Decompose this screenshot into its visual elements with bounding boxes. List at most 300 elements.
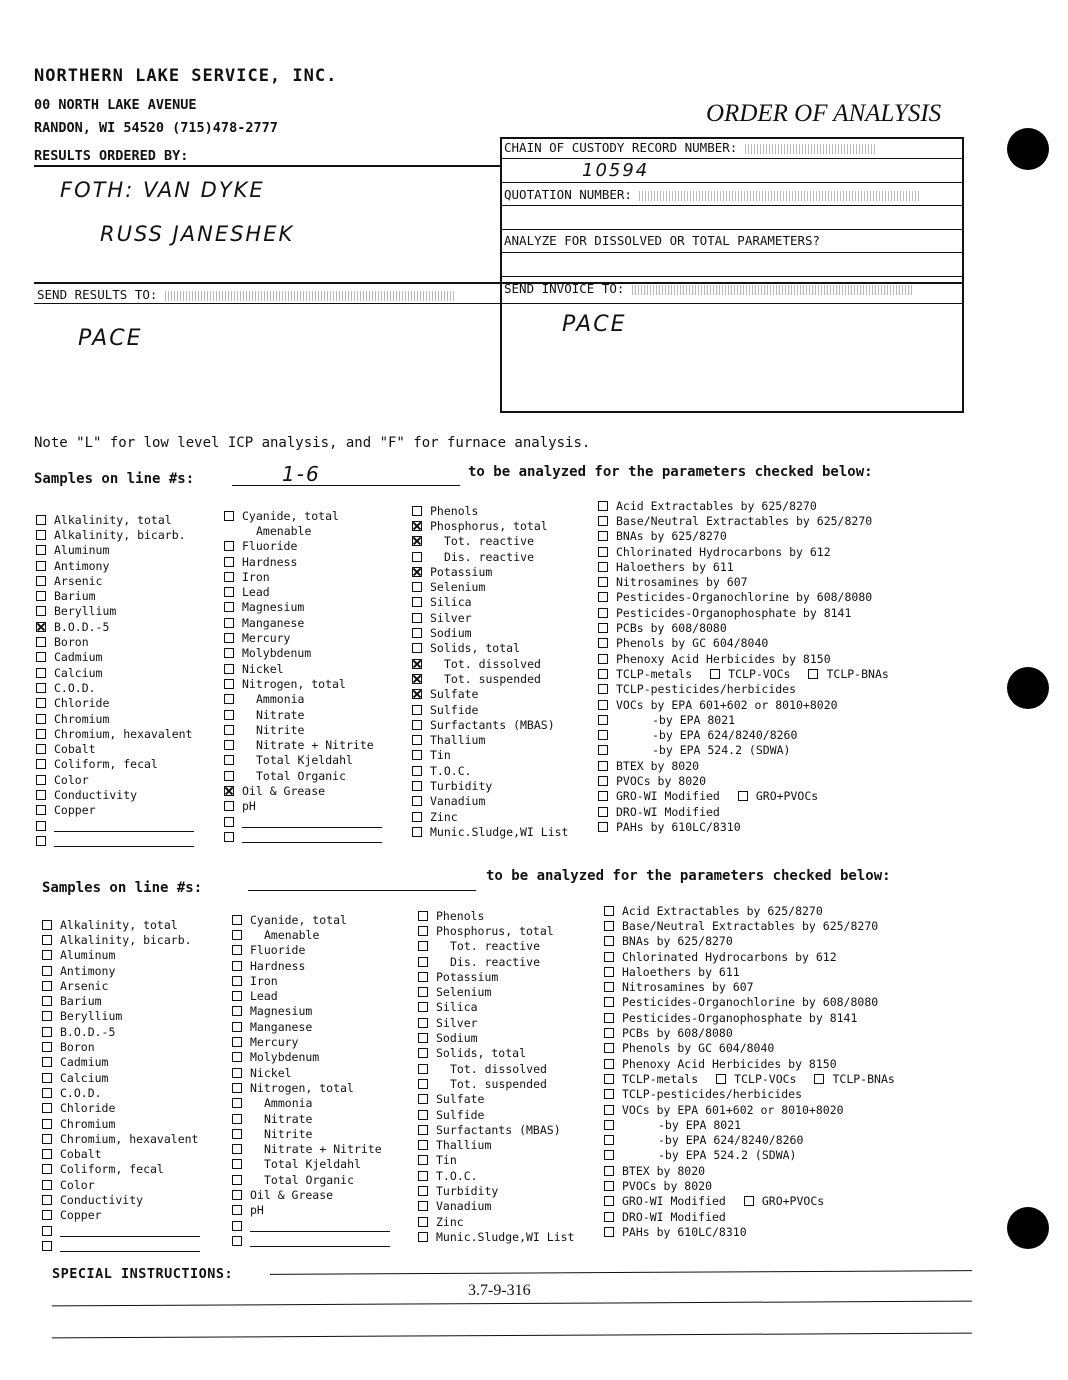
send-invoice-value[interactable]: PACE [562,312,627,337]
checkbox-item-tclp-pesticides-herbicides[interactable] [598,682,889,697]
checkbox-item-zinc[interactable] [412,809,568,824]
blank-write-in-line[interactable] [242,831,382,843]
checkbox-icon[interactable] [232,1068,242,1078]
checked-box-icon[interactable] [412,536,422,546]
checkbox-icon[interactable] [604,997,614,1007]
checkbox-icon[interactable] [418,1232,428,1242]
checkbox-icon[interactable] [598,776,608,786]
checkbox-icon[interactable] [738,791,748,801]
checkbox-icon[interactable] [232,1129,242,1139]
checkbox-icon[interactable] [598,807,608,817]
checkbox-item-chromium-hexavalent[interactable] [36,726,194,741]
checkbox-item-magnesium[interactable] [232,1004,390,1019]
blank-checkbox-item[interactable] [36,818,194,833]
checkbox-item-dro-wi-modified[interactable] [604,1209,895,1224]
checkbox-item-turbidity[interactable] [412,778,568,793]
checkbox-icon[interactable] [224,511,234,521]
checkbox-item-nitrate[interactable] [224,707,382,722]
checkbox-icon[interactable] [412,628,422,638]
checkbox-icon[interactable] [42,1042,52,1052]
checkbox-item-cyanide-total[interactable] [232,912,390,927]
checkbox-icon[interactable] [224,832,234,842]
checkbox-item-gro-pvocs[interactable] [738,789,818,803]
checkbox-item-sulfide[interactable] [418,1107,574,1122]
checkbox-icon[interactable] [418,1048,428,1058]
checkbox-item-tot-dissolved[interactable] [418,1061,574,1076]
checkbox-item-nitrite[interactable] [232,1126,390,1141]
checkbox-icon[interactable] [598,700,608,710]
checkbox-item-tin[interactable] [412,748,568,763]
checkbox-item-by-epa-8021[interactable] [598,712,889,727]
checkbox-item-bnas-by-625-8270[interactable] [598,529,889,544]
checkbox-item-iron[interactable] [224,569,382,584]
checkbox-icon[interactable] [232,1022,242,1032]
checkbox-icon[interactable] [232,1006,242,1016]
checkbox-icon[interactable] [412,506,422,516]
checkbox-icon[interactable] [604,1074,614,1084]
checkbox-item-by-epa-524-2-sdwa[interactable] [598,743,889,758]
checkbox-icon[interactable] [36,576,46,586]
checkbox-icon[interactable] [36,729,46,739]
checkbox-icon[interactable] [418,926,428,936]
checkbox-item-color[interactable] [42,1177,200,1192]
checkbox-icon[interactable] [224,618,234,628]
checkbox-item-total-organic[interactable] [232,1172,390,1187]
checkbox-item-tclp-bnas[interactable] [814,1072,894,1086]
checkbox-icon[interactable] [598,623,608,633]
checkbox-icon[interactable] [418,1155,428,1165]
checkbox-item-manganese[interactable] [232,1019,390,1034]
checked-box-icon[interactable] [412,567,422,577]
checkbox-item-phenols[interactable] [418,908,574,923]
checkbox-icon[interactable] [598,745,608,755]
checkbox-item-potassium[interactable] [412,564,568,579]
checkbox-item-tot-reactive[interactable] [412,534,568,549]
checkbox-item-phosphorus-total[interactable] [418,923,574,938]
checkbox-item-fluoride[interactable] [224,539,382,554]
blank-write-in-line[interactable] [250,1235,390,1247]
checkbox-icon[interactable] [232,945,242,955]
checkbox-item-silica[interactable] [412,595,568,610]
checkbox-icon[interactable] [604,967,614,977]
checkbox-item-chromium[interactable] [42,1116,200,1131]
checkbox-icon[interactable] [224,710,234,720]
blank-checkbox-item[interactable] [232,1218,390,1233]
checkbox-icon[interactable] [418,1110,428,1120]
checkbox-icon[interactable] [604,1089,614,1099]
checkbox-icon[interactable] [232,1175,242,1185]
checkbox-item-oil-grease[interactable] [232,1187,390,1202]
checkbox-item-c-o-d[interactable] [36,680,194,695]
checkbox-item-lead[interactable] [224,584,382,599]
checkbox-item-cyanide-total[interactable] [224,508,382,523]
checkbox-item-total-kjeldahl[interactable] [232,1157,390,1172]
checkbox-item-tclp-metals[interactable] [598,666,889,681]
checkbox-icon[interactable] [604,1120,614,1130]
checkbox-icon[interactable] [604,1013,614,1023]
checkbox-icon[interactable] [36,836,46,846]
checkbox-item-thallium[interactable] [418,1137,574,1152]
checkbox-icon[interactable] [224,526,234,536]
checkbox-item-chlorinated-hydrocarbons-by-612[interactable] [604,949,895,964]
checkbox-item-pvocs-by-8020[interactable] [604,1178,895,1193]
checkbox-icon[interactable] [232,991,242,1001]
checkbox-icon[interactable] [232,1159,242,1169]
checkbox-icon[interactable] [224,755,234,765]
checkbox-icon[interactable] [412,552,422,562]
checkbox-item-bnas-by-625-8270[interactable] [604,934,895,949]
checkbox-item-silver[interactable] [412,610,568,625]
checkbox-item-antimony[interactable] [42,963,200,978]
checkbox-item-phenols[interactable] [412,503,568,518]
checkbox-item-vanadium[interactable] [418,1199,574,1214]
checkbox-icon[interactable] [42,1027,52,1037]
checkbox-item-pcbs-by-608-8080[interactable] [598,620,889,635]
checkbox-icon[interactable] [418,1079,428,1089]
checkbox-icon[interactable] [604,1059,614,1069]
checkbox-item-phenols-by-gc-604-8040[interactable] [598,636,889,651]
checkbox-icon[interactable] [36,591,46,601]
checkbox-icon[interactable] [232,976,242,986]
checkbox-icon[interactable] [412,643,422,653]
checkbox-icon[interactable] [42,920,52,930]
checkbox-item-nitrate-nitrite[interactable] [224,737,382,752]
checked-box-icon[interactable] [224,786,234,796]
checkbox-icon[interactable] [604,906,614,916]
checkbox-icon[interactable] [42,1057,52,1067]
checkbox-item-calcium[interactable] [36,665,194,680]
checkbox-item-gro-wi-modified[interactable] [604,1194,895,1209]
checkbox-icon[interactable] [598,501,608,511]
checkbox-icon[interactable] [418,911,428,921]
checkbox-item-iron[interactable] [232,973,390,988]
checkbox-icon[interactable] [232,1205,242,1215]
blank-checkbox-item[interactable] [42,1238,200,1253]
checkbox-item-chromium[interactable] [36,711,194,726]
checkbox-item-oil-grease[interactable] [224,783,382,798]
checkbox-item-surfactants-mbas[interactable] [418,1122,574,1137]
checkbox-icon[interactable] [36,545,46,555]
checkbox-icon[interactable] [598,669,608,679]
checkbox-item-vanadium[interactable] [412,794,568,809]
checkbox-icon[interactable] [598,608,608,618]
checkbox-icon[interactable] [36,606,46,616]
checkbox-icon[interactable] [418,972,428,982]
checkbox-icon[interactable] [412,705,422,715]
checkbox-icon[interactable] [598,516,608,526]
checkbox-icon[interactable] [42,1073,52,1083]
checkbox-item-barium[interactable] [42,993,200,1008]
checkbox-icon[interactable] [418,1018,428,1028]
checkbox-icon[interactable] [224,817,234,827]
checkbox-item-ph[interactable] [224,799,382,814]
checkbox-icon[interactable] [232,1052,242,1062]
checkbox-item-molybdenum[interactable] [224,646,382,661]
checkbox-item-copper[interactable] [36,803,194,818]
checkbox-item-dro-wi-modified[interactable] [598,804,889,819]
checkbox-icon[interactable] [418,1064,428,1074]
checkbox-icon[interactable] [42,1241,52,1251]
checkbox-item-vocs-by-epa-601-602-or-8010-8020[interactable] [598,697,889,712]
checked-box-icon[interactable] [36,622,46,632]
checkbox-item-alkalinity-total[interactable] [42,917,200,932]
checkbox-icon[interactable] [224,602,234,612]
checkbox-item-nitrate-nitrite[interactable] [232,1141,390,1156]
checkbox-icon[interactable] [412,750,422,760]
checkbox-icon[interactable] [418,1002,428,1012]
checkbox-icon[interactable] [42,1210,52,1220]
checkbox-item-turbidity[interactable] [418,1183,574,1198]
checkbox-item-tclp-metals[interactable] [604,1071,895,1086]
checkbox-icon[interactable] [604,1105,614,1115]
checkbox-item-surfactants-mbas[interactable] [412,717,568,732]
checkbox-item-t-o-c[interactable] [412,763,568,778]
results-ordered-by-value-1[interactable]: FOTH: VAN DYKE [60,178,265,202]
checkbox-item-manganese[interactable] [224,615,382,630]
checkbox-icon[interactable] [232,961,242,971]
checkbox-item-amenable[interactable] [232,927,390,942]
checkbox-item-selenium[interactable] [418,984,574,999]
checkbox-icon[interactable] [418,987,428,997]
blank-write-in-line[interactable] [54,820,194,832]
checkbox-icon[interactable] [598,592,608,602]
checkbox-item-amenable[interactable] [224,523,382,538]
checkbox-icon[interactable] [42,981,52,991]
checkbox-icon[interactable] [36,668,46,678]
checked-box-icon[interactable] [412,674,422,684]
checkbox-icon[interactable] [604,1196,614,1206]
checkbox-icon[interactable] [42,950,52,960]
checkbox-icon[interactable] [42,1195,52,1205]
checkbox-item-nitrite[interactable] [224,722,382,737]
checkbox-item-mercury[interactable] [232,1034,390,1049]
checkbox-icon[interactable] [232,1098,242,1108]
checkbox-icon[interactable] [42,966,52,976]
checkbox-icon[interactable] [598,822,608,832]
checkbox-icon[interactable] [412,812,422,822]
checkbox-icon[interactable] [224,633,234,643]
checkbox-item-conductivity[interactable] [42,1192,200,1207]
checkbox-item-haloethers-by-611[interactable] [604,964,895,979]
checkbox-icon[interactable] [604,1043,614,1053]
checkbox-icon[interactable] [42,935,52,945]
checkbox-item-beryllium[interactable] [36,604,194,619]
checkbox-item-b-o-d-5[interactable] [36,619,194,634]
checkbox-item-beryllium[interactable] [42,1009,200,1024]
checkbox-icon[interactable] [710,669,720,679]
checkbox-item-lead[interactable] [232,988,390,1003]
checkbox-icon[interactable] [598,638,608,648]
blank-write-in-line[interactable] [60,1225,200,1237]
checkbox-icon[interactable] [598,715,608,725]
checkbox-icon[interactable] [224,648,234,658]
checkbox-icon[interactable] [36,561,46,571]
checkbox-item-gro-pvocs[interactable] [744,1194,824,1208]
checkbox-item-by-epa-8021[interactable] [604,1117,895,1132]
checkbox-icon[interactable] [412,766,422,776]
checkbox-icon[interactable] [42,1180,52,1190]
checkbox-item-nickel[interactable] [232,1065,390,1080]
checkbox-icon[interactable] [598,791,608,801]
checkbox-icon[interactable] [412,735,422,745]
checkbox-item-munic-sludge-wi-list[interactable] [412,824,568,839]
checkbox-icon[interactable] [412,827,422,837]
checkbox-icon[interactable] [598,577,608,587]
checkbox-item-pahs-by-610lc-8310[interactable] [598,819,889,834]
checkbox-icon[interactable] [412,582,422,592]
checkbox-item-pesticides-organochlorine-by-608-8080[interactable] [604,995,895,1010]
checkbox-icon[interactable] [598,684,608,694]
blank-write-in-line[interactable] [54,835,194,847]
checkbox-item-acid-extractables-by-625-8270[interactable] [604,903,895,918]
checkbox-icon[interactable] [598,531,608,541]
checkbox-item-solids-total[interactable] [412,641,568,656]
checkbox-icon[interactable] [36,805,46,815]
checkbox-item-nitrate[interactable] [232,1111,390,1126]
checkbox-icon[interactable] [42,1103,52,1113]
blank-checkbox-item[interactable] [232,1233,390,1248]
checkbox-item-mercury[interactable] [224,630,382,645]
checkbox-item-sulfate[interactable] [412,687,568,702]
checkbox-item-molybdenum[interactable] [232,1050,390,1065]
checkbox-item-munic-sludge-wi-list[interactable] [418,1229,574,1244]
checkbox-item-phenoxy-acid-herbicides-by-8150[interactable] [598,651,889,666]
checkbox-item-fluoride[interactable] [232,943,390,958]
checkbox-item-boron[interactable] [42,1039,200,1054]
checkbox-item-cadmium[interactable] [36,650,194,665]
checked-box-icon[interactable] [412,689,422,699]
checkbox-icon[interactable] [232,1144,242,1154]
checkbox-item-sodium[interactable] [412,625,568,640]
checkbox-icon[interactable] [42,1134,52,1144]
checkbox-item-pesticides-organophosphate-by-8141[interactable] [598,605,889,620]
checkbox-icon[interactable] [224,801,234,811]
checkbox-icon[interactable] [604,1227,614,1237]
samples-line-value-1[interactable]: 1-6 [282,462,321,486]
checkbox-item-pcbs-by-608-8080[interactable] [604,1025,895,1040]
samples-line-field-2[interactable] [248,890,476,891]
checkbox-icon[interactable] [224,587,234,597]
checkbox-icon[interactable] [36,683,46,693]
checkbox-item-t-o-c[interactable] [418,1168,574,1183]
checkbox-item-tin[interactable] [418,1153,574,1168]
checkbox-item-hardness[interactable] [224,554,382,569]
checkbox-icon[interactable] [232,1221,242,1231]
checkbox-icon[interactable] [42,1226,52,1236]
checkbox-icon[interactable] [36,714,46,724]
checkbox-item-calcium[interactable] [42,1070,200,1085]
checkbox-item-base-neutral-extractables-by-625-8270[interactable] [604,918,895,933]
checkbox-icon[interactable] [36,744,46,754]
checkbox-icon[interactable] [224,572,234,582]
checkbox-item-cobalt[interactable] [42,1146,200,1161]
checkbox-item-alkalinity-total[interactable] [36,512,194,527]
checkbox-item-pahs-by-610lc-8310[interactable] [604,1224,895,1239]
blank-checkbox-item[interactable] [42,1223,200,1238]
checkbox-icon[interactable] [418,1033,428,1043]
checkbox-item-silver[interactable] [418,1015,574,1030]
checkbox-item-aluminum[interactable] [36,543,194,558]
special-instructions-line[interactable] [270,1270,972,1275]
checkbox-item-barium[interactable] [36,588,194,603]
checkbox-item-sulfate[interactable] [418,1092,574,1107]
checkbox-icon[interactable] [224,694,234,704]
checkbox-item-nitrogen-total[interactable] [232,1080,390,1095]
checkbox-icon[interactable] [224,725,234,735]
checkbox-item-color[interactable] [36,772,194,787]
checkbox-icon[interactable] [418,941,428,951]
checkbox-icon[interactable] [232,1236,242,1246]
checkbox-item-base-neutral-extractables-by-625-8270[interactable] [598,513,889,528]
checkbox-icon[interactable] [598,654,608,664]
blank-checkbox-item[interactable] [224,829,382,844]
checkbox-item-tclp-bnas[interactable] [808,667,888,681]
checkbox-icon[interactable] [808,669,818,679]
checkbox-item-phenols-by-gc-604-8040[interactable] [604,1041,895,1056]
checkbox-item-by-epa-524-2-sdwa[interactable] [604,1148,895,1163]
checkbox-item-copper[interactable] [42,1208,200,1223]
checkbox-icon[interactable] [598,730,608,740]
checkbox-icon[interactable] [604,982,614,992]
checkbox-item-potassium[interactable] [418,969,574,984]
checkbox-item-hardness[interactable] [232,958,390,973]
checkbox-item-cadmium[interactable] [42,1055,200,1070]
checkbox-icon[interactable] [418,1125,428,1135]
samples-line-field-1[interactable] [232,485,460,486]
checkbox-icon[interactable] [42,996,52,1006]
checkbox-item-pvocs-by-8020[interactable] [598,773,889,788]
checkbox-icon[interactable] [36,637,46,647]
checkbox-icon[interactable] [418,1217,428,1227]
checkbox-icon[interactable] [232,1037,242,1047]
checked-box-icon[interactable] [412,521,422,531]
checkbox-item-coliform-fecal[interactable] [36,757,194,772]
checkbox-item-dis-reactive[interactable] [412,549,568,564]
checkbox-item-selenium[interactable] [412,579,568,594]
checkbox-item-sodium[interactable] [418,1030,574,1045]
results-ordered-by-value-2[interactable]: RUSS JANESHEK [100,222,295,246]
checkbox-icon[interactable] [412,781,422,791]
checkbox-item-gro-wi-modified[interactable] [598,789,889,804]
checkbox-icon[interactable] [36,821,46,831]
checkbox-item-pesticides-organophosphate-by-8141[interactable] [604,1010,895,1025]
checkbox-item-btex-by-8020[interactable] [604,1163,895,1178]
checkbox-icon[interactable] [412,597,422,607]
checkbox-icon[interactable] [232,1083,242,1093]
checkbox-icon[interactable] [36,698,46,708]
checkbox-icon[interactable] [418,1201,428,1211]
checkbox-icon[interactable] [232,915,242,925]
checkbox-item-by-epa-624-8240-8260[interactable] [598,727,889,742]
checkbox-icon[interactable] [232,1190,242,1200]
checkbox-item-dis-reactive[interactable] [418,954,574,969]
checkbox-item-arsenic[interactable] [42,978,200,993]
checkbox-item-total-organic[interactable] [224,768,382,783]
checkbox-item-tot-dissolved[interactable] [412,656,568,671]
checkbox-icon[interactable] [36,515,46,525]
checkbox-icon[interactable] [604,1212,614,1222]
blank-checkbox-item[interactable] [36,833,194,848]
checkbox-icon[interactable] [42,1149,52,1159]
checkbox-icon[interactable] [598,547,608,557]
checkbox-item-conductivity[interactable] [36,787,194,802]
special-instructions-line[interactable] [52,1301,972,1307]
checkbox-icon[interactable] [224,679,234,689]
checkbox-item-sulfide[interactable] [412,702,568,717]
checkbox-icon[interactable] [412,613,422,623]
checkbox-icon[interactable] [604,936,614,946]
checkbox-item-phosphorus-total[interactable] [412,518,568,533]
